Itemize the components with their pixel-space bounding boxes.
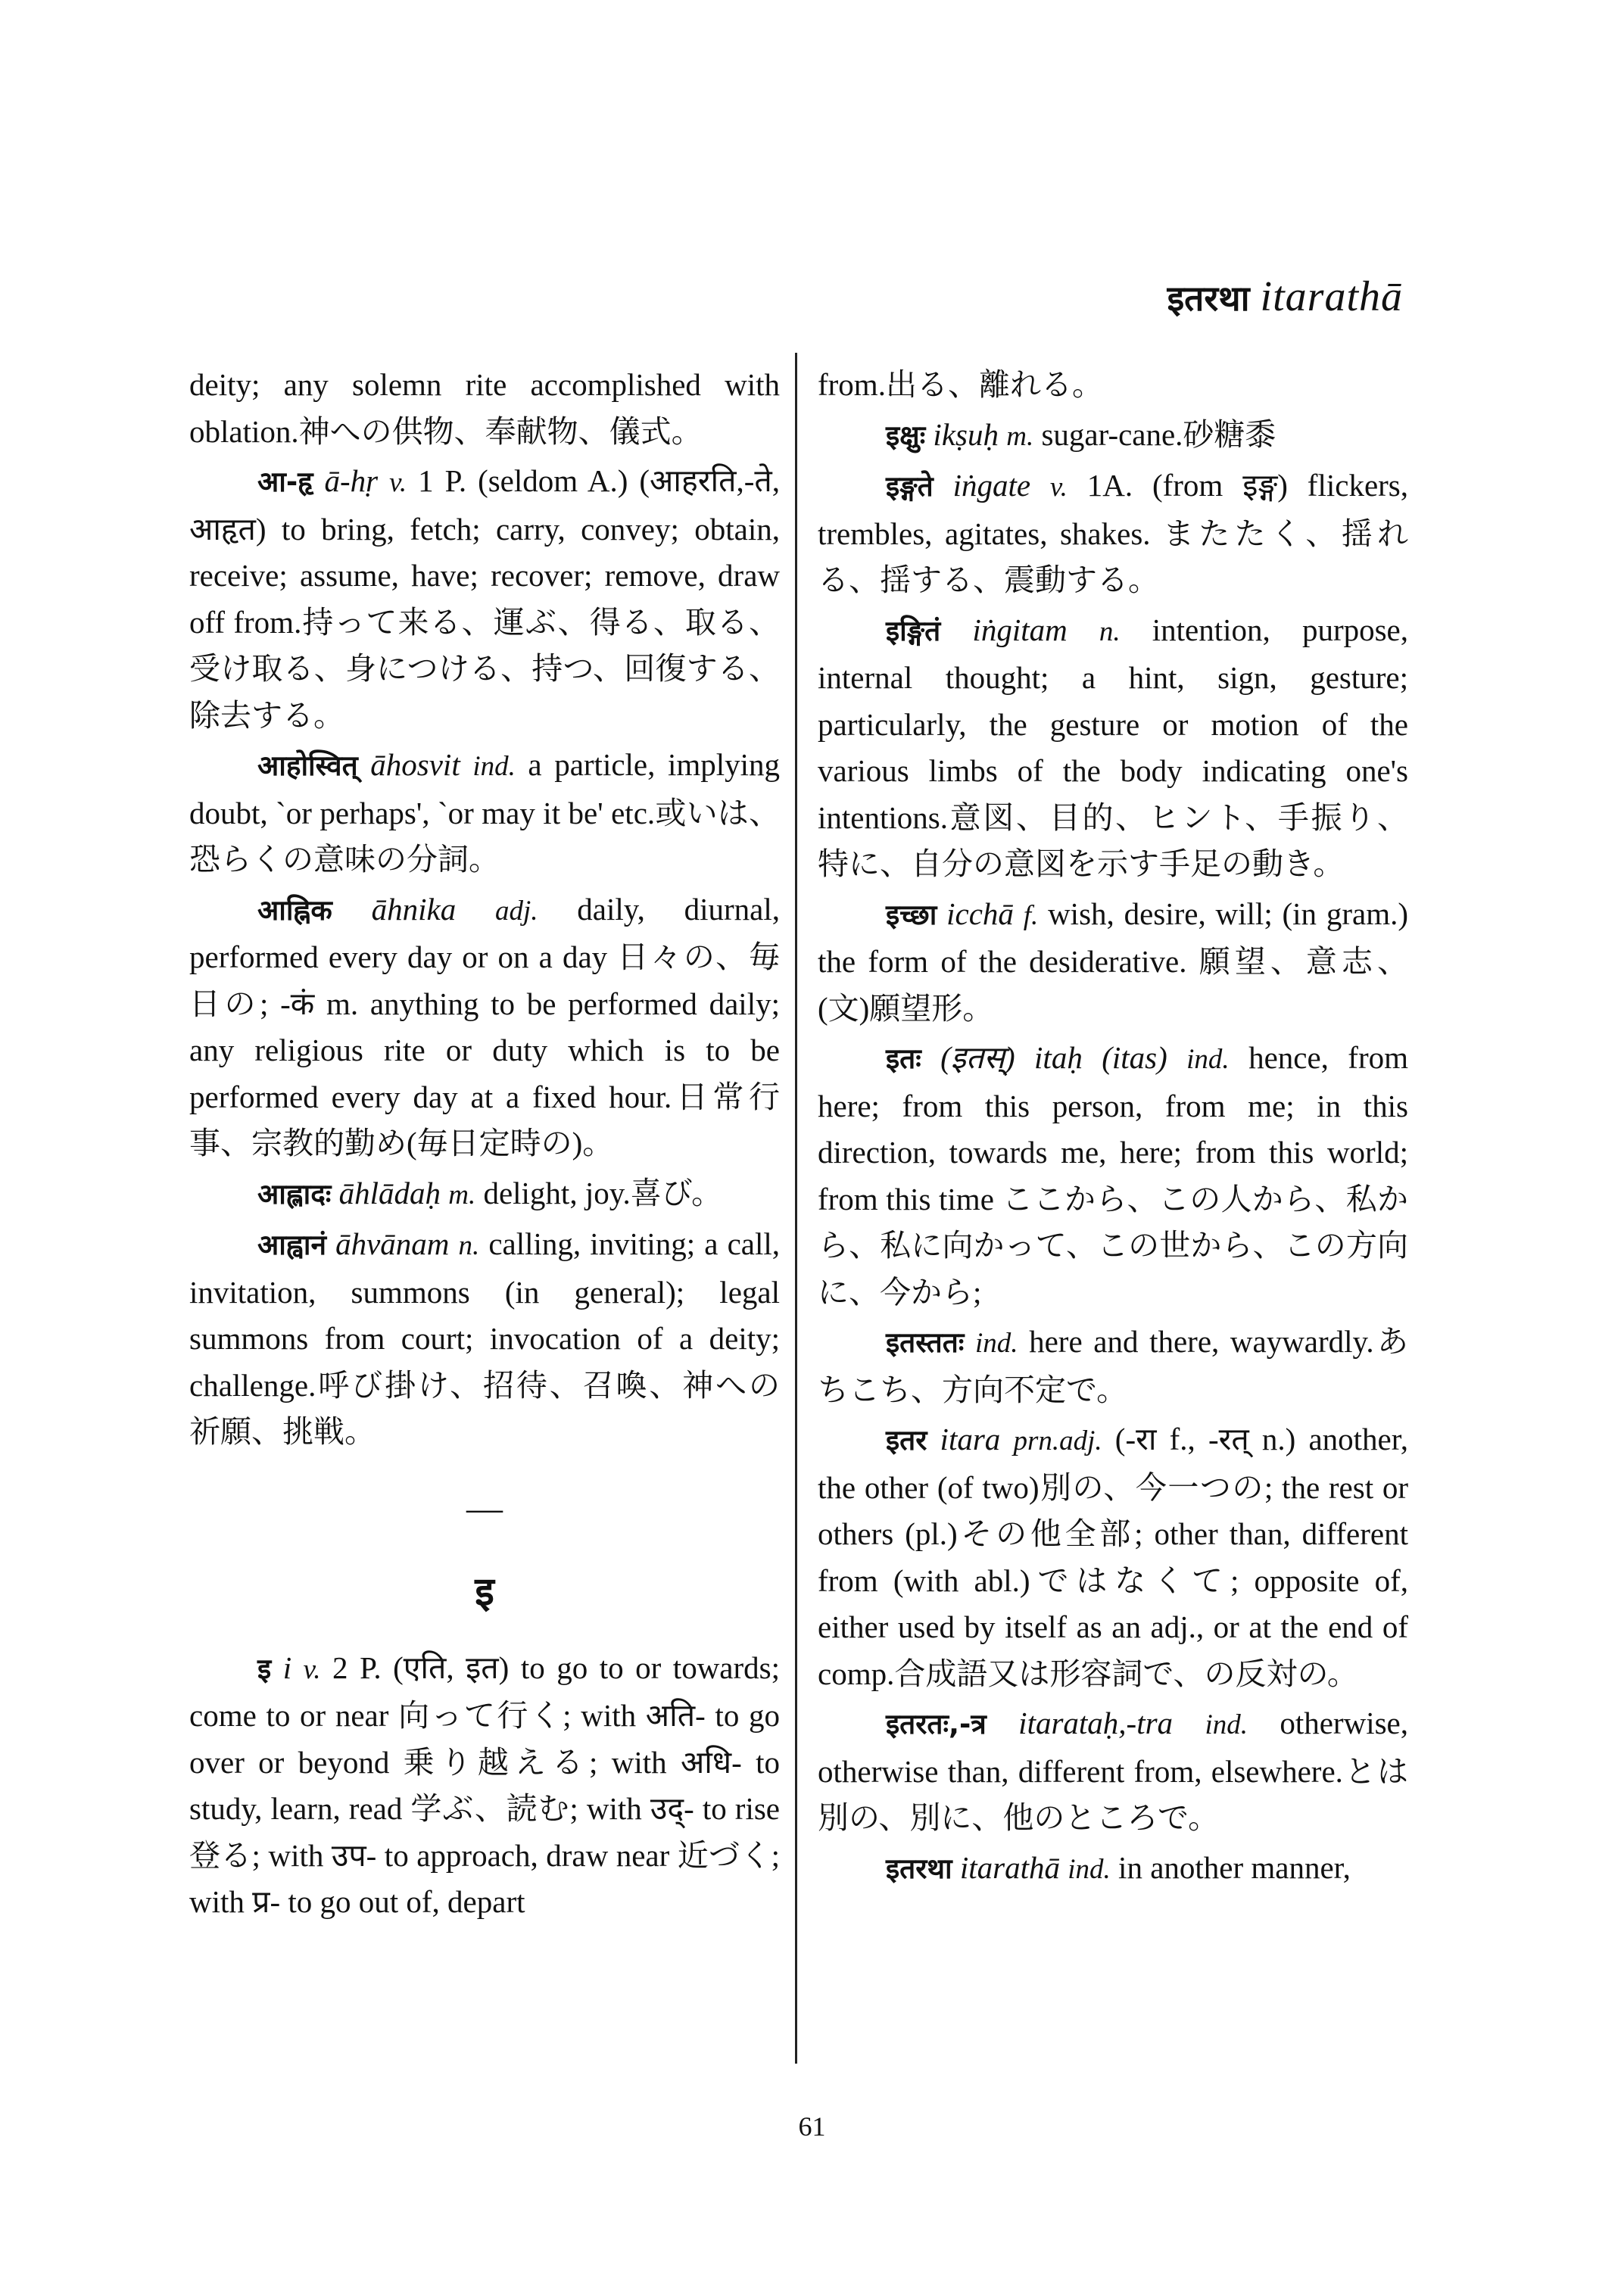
transliteration: i xyxy=(282,1650,292,1685)
definition: 1A. (from इङ्ग) flickers, trembles, agitates, shakes. またたく、揺れる、揺する、震動する。 xyxy=(818,468,1408,597)
grammar-tag: m. xyxy=(448,1179,476,1210)
dictionary-entry xyxy=(818,1416,1408,1697)
grammar-tag: f. xyxy=(1023,899,1039,931)
headword: इ xyxy=(257,1652,272,1685)
transliteration: iṅgitam xyxy=(972,612,1068,647)
transliteration: āhosvit xyxy=(370,747,460,782)
running-header xyxy=(1167,273,1403,321)
grammar-tag: adj. xyxy=(494,895,538,927)
left-column xyxy=(189,362,780,2058)
grammar-tag: n. xyxy=(1099,615,1121,647)
transliteration: āhvānam xyxy=(335,1226,450,1261)
dictionary-entry xyxy=(189,886,780,1167)
headword: इङ्गितं xyxy=(886,614,941,647)
headword: इतरतः,-त्र xyxy=(886,1708,987,1740)
definition: here and there, waywardly.あちこち、方向不定で。 xyxy=(818,1324,1408,1407)
headword: आहोस्वित् xyxy=(257,749,358,782)
grammar-tag: ind. xyxy=(1068,1853,1111,1885)
transliteration: itarataḥ,-tra xyxy=(1018,1706,1174,1740)
grammar-tag: ind. xyxy=(472,751,516,782)
dictionary-entry xyxy=(818,1700,1408,1842)
headword: आह्लादः xyxy=(257,1177,332,1210)
transliteration: ikṣuḥ xyxy=(933,416,999,452)
dictionary-entry xyxy=(189,1170,780,1219)
dictionary-entry xyxy=(189,1221,780,1456)
headword: इतरथा xyxy=(886,1852,952,1885)
transliteration: ā-hṛ xyxy=(324,463,379,498)
definition: hence, from here; from this person, from me; in this direction, towards me, here; from this world; from this time ここから、この人から、私から、私に向かって、この世から、この方向に、今から; xyxy=(818,1040,1408,1310)
dictionary-entry xyxy=(189,1645,780,1926)
definition: (-रा f., -रत् n.) another, the other (of two)別の、今一つの; the rest or others (pl.)その他全部; other than, different from (with abl.)ではなくて; opposite of, either used by itself as an adj., or at the end of comp.合成語又は形容詞で、の反対の。 xyxy=(818,1422,1408,1691)
headword: आ-हृ xyxy=(257,466,313,498)
running-header-devanagari: इतरथा xyxy=(1167,278,1250,319)
section-letter-heading: इ xyxy=(475,1569,494,1615)
grammar-tag: prn.adj. xyxy=(1013,1425,1102,1456)
headword: आह्वानं xyxy=(257,1229,326,1261)
section-divider-dash: — xyxy=(466,1488,503,1528)
grammar-tag: v. xyxy=(1049,472,1068,503)
continuation-text: from.出る、離れる。 xyxy=(818,367,1103,402)
dictionary-entry xyxy=(818,463,1408,604)
dictionary-entry xyxy=(818,1035,1408,1316)
dictionary-entry xyxy=(818,412,1408,460)
transliteration: itara xyxy=(940,1422,1001,1456)
grammar-tag: v. xyxy=(389,467,407,498)
grammar-tag: m. xyxy=(1006,420,1034,452)
grammar-tag: ind. xyxy=(1186,1044,1230,1075)
transliteration: iṅgate xyxy=(952,468,1031,503)
headword: आह्निक xyxy=(257,893,332,927)
definition: sugar-cane.砂糖黍 xyxy=(1033,416,1276,452)
definition: in another manner, xyxy=(1110,1849,1351,1885)
running-header-roman: itarathā xyxy=(1260,273,1403,320)
dictionary-entry xyxy=(189,458,780,739)
column-divider xyxy=(795,353,797,2064)
continuation-text: deity; any solemn rite accomplished with oblation.神への供物、奉献物、儀式。 xyxy=(189,367,780,449)
dictionary-entry xyxy=(818,1319,1408,1413)
headword: इच्छा xyxy=(886,898,937,931)
headword: इङ्गते xyxy=(886,470,934,503)
transliteration: itarathā xyxy=(959,1849,1061,1885)
definition: 1 P. (seldom A.) (आहरति,-ते, आहृत) to bring, fetch; carry, convey; obtain, receive; assume, have; recover; remove, draw off from.持って来る、運ぶ、得る、取る、受け取る、身につける、持つ、回復する、除去する。 xyxy=(189,463,780,733)
grammar-tag: ind. xyxy=(974,1328,1018,1359)
headword: इतर xyxy=(886,1424,927,1456)
headword: इतस्ततः xyxy=(886,1326,965,1359)
definition: daily, diurnal, performed every day or on a day 日々の、毎日の; -कं m. anything to be performed daily; any religious rite or duty which is to be performed every day at a fixed hour.日常行事、宗教的勤め(毎日定時の)。 xyxy=(189,891,780,1161)
definition: a particle, implying doubt, `or perhaps', `or may it be' etc.或いは、恐らくの意味の分詞。 xyxy=(189,747,780,877)
grammar-tag: v. xyxy=(303,1653,321,1685)
definition: wish, desire, will; (in gram.) the form of the desiderative. 願望、意志、(文)願望形。 xyxy=(818,896,1408,1026)
dictionary-entry xyxy=(189,742,780,883)
transliteration: āhnika xyxy=(371,891,457,927)
definition: delight, joy.喜び。 xyxy=(475,1175,723,1210)
definition: intention, purpose, internal thought; a hint, sign, gesture; particularly, the gesture or motion of the various limbs of the body indicating one's intentions.意図、目的、ヒント、手振り、特に、自分の意図を示す手足の動き。 xyxy=(818,612,1408,881)
definition: 2 P. (एति, इत) to go to or towards; come to or near 向って行く; with अति- to go over or beyond 乗り越える; with अधि- to study, learn, read 学ぶ、読む; with उद्- to rise 登る; with उप- to approach, draw near 近づく; with प्र- to go out of, depart xyxy=(189,1650,780,1919)
definition: calling, inviting; a call, invitation, summons (in general); legal summons from court; invocation of a deity; challenge.呼び掛け、招待、召喚、神への祈願、挑戦。 xyxy=(189,1226,780,1449)
dictionary-entry xyxy=(818,607,1408,888)
grammar-tag: n. xyxy=(458,1230,480,1261)
page-number: 61 xyxy=(798,2111,826,2142)
grammar-tag: ind. xyxy=(1205,1709,1248,1740)
right-column xyxy=(818,362,1408,2058)
transliteration: (इतस्) itaḥ (itas) xyxy=(940,1040,1167,1075)
transliteration: icchā xyxy=(946,896,1014,931)
dictionary-entry xyxy=(818,1845,1408,1893)
headword: इतः xyxy=(886,1042,921,1075)
headword: इक्षुः xyxy=(886,419,926,452)
dictionary-entry xyxy=(818,891,1408,1033)
definition: otherwise, otherwise than, different from, elsewhere.とは別の、別に、他のところで。 xyxy=(818,1706,1408,1835)
transliteration: āhlādaḥ xyxy=(338,1175,441,1210)
